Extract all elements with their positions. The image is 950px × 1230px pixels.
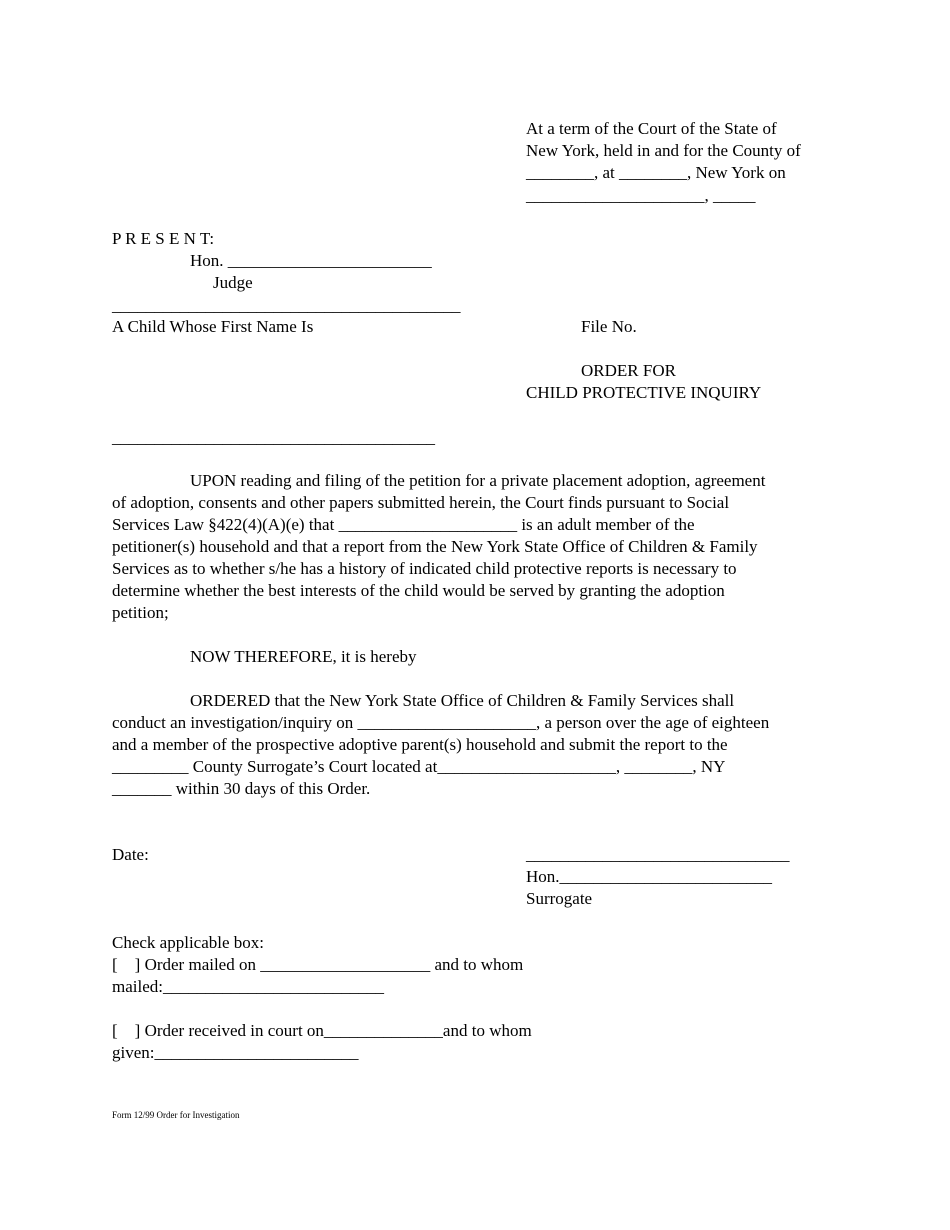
upon-line-7: petition;: [112, 603, 169, 622]
judge-name-line: Hon. ________________________: [190, 251, 432, 270]
signature-line: _______________________________: [526, 845, 790, 864]
caption-line-1: At a term of the Court of the State of: [526, 119, 777, 138]
caption-line-2: New York, held in and for the County of: [526, 141, 801, 160]
check-box-header: Check applicable box:: [112, 933, 265, 952]
ordered-line-1: ORDERED that the New York State Office of Children & Family Services shall: [190, 691, 735, 710]
order-received-checkbox-line: [ ] Order received in court on______________and to whom: [112, 1021, 532, 1040]
file-number-label: File No.: [581, 317, 637, 336]
mailed-to-line: mailed:__________________________: [112, 977, 384, 996]
ordered-line-4: _________ County Surrogate’s Court located at_____________________, ________, NY: [112, 757, 726, 776]
caption-line-4: _____________________, _____: [526, 186, 756, 205]
child-label: A Child Whose First Name Is: [112, 317, 314, 336]
upon-line-6: determine whether the best interests of the child would be served by granting the adoption: [112, 581, 725, 600]
ordered-line-5: _______ within 30 days of this Order.: [112, 779, 371, 798]
form-footer-label: Form 12/99 Order for Investigation: [112, 1110, 240, 1120]
date-label: Date:: [112, 845, 149, 864]
caption-line-3: ________, at ________, New York on: [526, 163, 786, 182]
child-name-line: _________________________________________: [112, 296, 461, 315]
surrogate-label: Surrogate: [526, 889, 593, 908]
present-label: P R E S E N T:: [112, 229, 215, 248]
upon-line-5: Services as to whether s/he has a history of indicated child protective reports is necessary to: [112, 559, 737, 578]
surrogate-name-line: Hon._________________________: [526, 867, 773, 886]
upon-line-3: Services Law §422(4)(A)(e) that _____________________ is an adult member of the: [112, 515, 695, 534]
judge-label: Judge: [213, 273, 253, 292]
given-to-line: given:________________________: [112, 1043, 359, 1062]
upon-line-4: petitioner(s) household and that a report from the New York State Office of Children & Family: [112, 537, 758, 556]
order-title-line-2: CHILD PROTECTIVE INQUIRY: [526, 383, 762, 402]
caption-bottom-line: ______________________________________: [112, 428, 435, 447]
upon-line-2: of adoption, consents and other papers submitted herein, the Court finds pursuant to Social: [112, 493, 730, 512]
order-mailed-checkbox-line: [ ] Order mailed on ____________________ and to whom: [112, 955, 524, 974]
now-therefore-line: NOW THEREFORE, it is hereby: [190, 647, 417, 666]
order-title-line-1: ORDER FOR: [581, 361, 676, 380]
ordered-line-2: conduct an investigation/inquiry on _____________________, a person over the age of eighteen: [112, 713, 770, 732]
ordered-line-3: and a member of the prospective adoptive parent(s) household and submit the report to the: [112, 735, 728, 754]
upon-line-1: UPON reading and filing of the petition for a private placement adoption, agreement: [190, 471, 766, 490]
